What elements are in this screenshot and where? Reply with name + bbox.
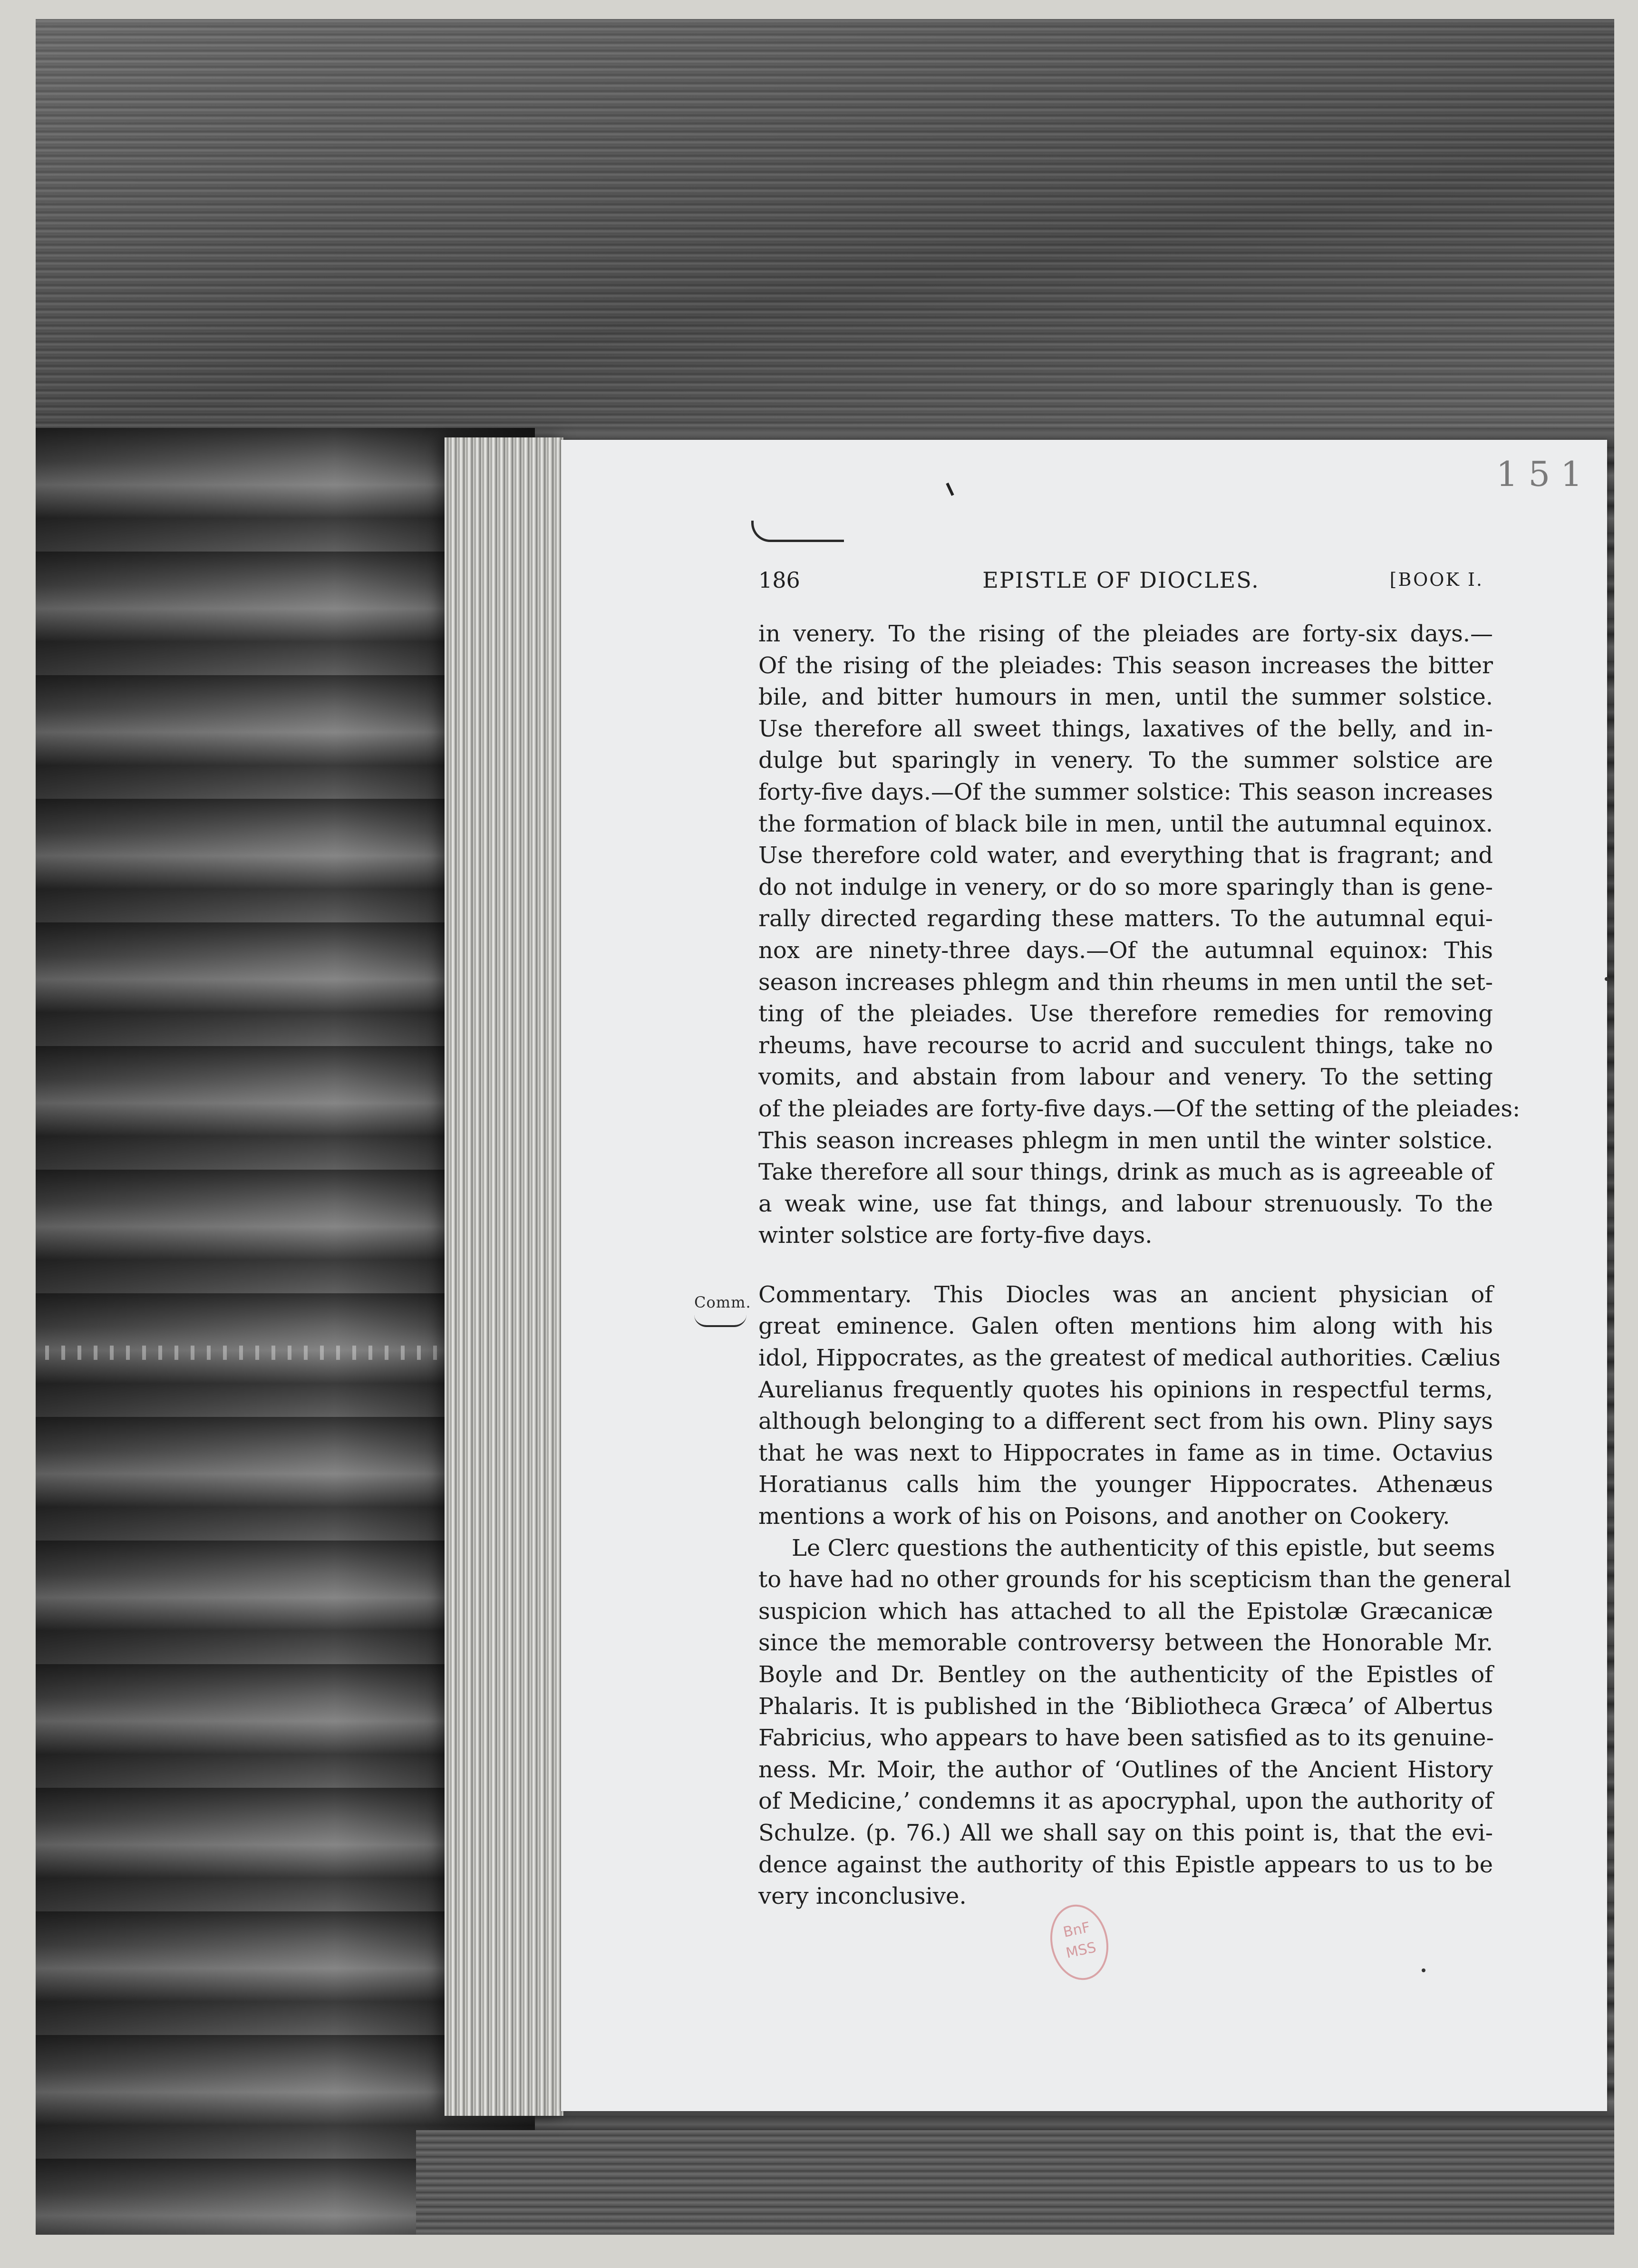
text-line: great eminence. Galen often mentions him along with his — [758, 1313, 1493, 1340]
text-line: Of the rising of the pleiades: This season increases the bitter — [758, 652, 1493, 679]
text-line: Use therefore all sweet things, laxatives of the belly, and in- — [758, 715, 1493, 742]
text-line: suspicion which has attached to all the Epistolæ Græcanicæ — [758, 1598, 1493, 1625]
text-line: although belonging to a different sect from his own. Pliny says — [758, 1408, 1493, 1435]
text-line: winter solstice are forty-five days. — [758, 1222, 1153, 1249]
text-line: very inconclusive. — [758, 1883, 967, 1910]
text-line: bile, and bitter humours in men, until the summer solstice. — [758, 684, 1493, 711]
text-line: dulge but sparingly in venery. To the summer solstice are — [758, 747, 1493, 774]
text-line: that he was next to Hippocrates in fame as in time. Octavius — [758, 1439, 1493, 1466]
book-page — [561, 440, 1607, 2111]
paragraph-commentary — [758, 1279, 1501, 1532]
text-line: Schulze. (p. 76.) All we shall say on this point is, that the evi- — [758, 1819, 1493, 1846]
body-text — [758, 618, 1521, 1912]
text-line: of the pleiades are forty-five days.—Of the setting of the pleiades: — [758, 1095, 1521, 1122]
page-title: EPISTLE OF DIOCLES. — [982, 567, 1260, 593]
text-line: Take therefore all sour things, drink as much as is agreeable of — [758, 1159, 1493, 1186]
text-line: a weak wine, use fat things, and labour strenuously. To the — [758, 1190, 1493, 1217]
paragraph-gap — [758, 1251, 1493, 1279]
text-line: Commentary. This Diocles was an ancient physician of — [758, 1281, 1493, 1308]
text-line: vomits, and abstain from labour and venery. To the setting — [758, 1064, 1493, 1091]
book-label: [BOOK I. — [1389, 569, 1483, 590]
text-line: to have had no other grounds for his scepticism than the general — [758, 1566, 1512, 1593]
text-line: Fabricius, who appears to have been satisfied as to its genuine- — [758, 1725, 1494, 1752]
folio-number: 151 — [1496, 454, 1593, 494]
dark-background-top — [36, 19, 1614, 428]
text-line: Boyle and Dr. Bentley on the authenticity of the Epistles of — [758, 1661, 1493, 1688]
text-line: the formation of black bile in men, until the autumnal equinox. — [758, 810, 1493, 837]
ink-speck — [1422, 1968, 1425, 1972]
page-number: 186 — [758, 567, 800, 593]
running-head — [758, 567, 1483, 601]
stamp-line: MSS — [1064, 1939, 1098, 1962]
page-stack-edge — [445, 437, 563, 2116]
text-line: mentions a work of his on Poisons, and another on Cookery. — [758, 1503, 1450, 1530]
margin-note: Comm. — [694, 1293, 751, 1311]
text-line: Le Clerc questions the authenticity of this epistle, but seems — [792, 1534, 1495, 1561]
text-line: season increases phlegm and thin rheums in men until the set- — [758, 969, 1493, 996]
paragraph-seasons — [758, 618, 1521, 1251]
text-line: nox are ninety-three days.—Of the autumnal equinox: This — [758, 937, 1493, 964]
text-line: rally directed regarding these matters. To the autumnal equi- — [758, 905, 1493, 932]
text-line: rheums, have recourse to acrid and succulent things, take no — [758, 1032, 1493, 1059]
dark-background-bottom — [416, 2130, 1614, 2235]
text-line: do not indulge in venery, or do so more sparingly than is gene- — [758, 873, 1493, 901]
margin-brace — [694, 1315, 746, 1327]
text-line: in venery. To the rising of the pleiades are forty-six days.— — [758, 620, 1493, 647]
text-line: Use therefore cold water, and everything that is fragrant; and — [758, 842, 1493, 869]
text-line: idol, Hippocrates, as the greatest of medical authorities. Cælius — [758, 1345, 1501, 1372]
text-line: since the memorable controversy between the Honorable Mr. — [758, 1629, 1493, 1657]
text-line: forty-five days.—Of the summer solstice: This season increases — [758, 778, 1493, 805]
text-line: dence against the authority of this Epistle appears to us to be — [758, 1851, 1493, 1878]
paragraph-le-clerc — [758, 1532, 1512, 1912]
text-line: ness. Mr. Moir, the author of ‘Outlines of the Ancient History — [758, 1756, 1493, 1783]
pencil-mark — [751, 521, 844, 542]
speckle-row — [45, 1346, 473, 1360]
text-line: Horatianus calls him the younger Hippocrates. Athenæus — [758, 1471, 1493, 1498]
text-line: Phalaris. It is published in the ‘Bibliotheca Græca’ of Albertus — [758, 1693, 1493, 1720]
text-line: of Medicine,’ condemns it as apocryphal, upon the authority of — [758, 1788, 1493, 1815]
text-line: Aurelianus frequently quotes his opinions in respectful terms, — [758, 1376, 1493, 1403]
text-line: ting of the pleiades. Use therefore remedies for removing — [758, 1000, 1493, 1027]
ink-tick-mark — [946, 483, 954, 496]
text-line: This season increases phlegm in men until the winter solstice. — [758, 1127, 1493, 1154]
stamp-line: BnF — [1062, 1919, 1092, 1941]
ink-speck — [1605, 977, 1609, 981]
